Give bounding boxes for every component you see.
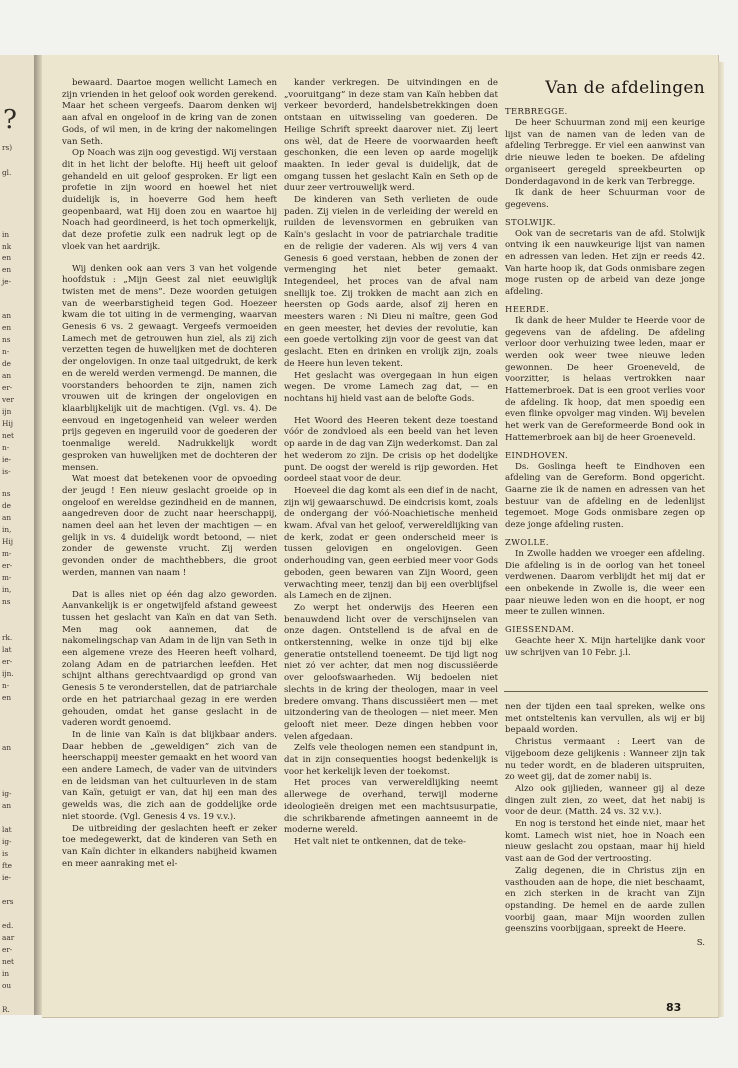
strip-text-fragment: nk — [2, 242, 12, 251]
paragraph: Wij denken ook aan vers 3 van het volgende hoofdstuk : „Mijn Geest zal niet eeuwiglijk twisten met de mens”. Deze woorden getuigen van de weerbarstigheid tegen God. Hoezeer kwam die tot uiting in de vermenging, waarvan Genesis 6 vs. 2 gewaagt. Vergeefs vermoeiden Lamech met de getrouwen hun ziel, als zij zich verzetten tegen de huwelijken met de dochteren der ongelovigen. In onze taal uitgedrukt, de kerk en de wereld werden vermengd. De mannen, die voorstanders behoorden te zijn, namen zich vrouwen uit de kringen der ongelovigen en klaarblijkelijk uit de machtigen. (Vgl. vs. 4). De eenvoud en ingetogenheid van weleer werden prijs gegeven en ingeruild voor de goederen der toenmalige wereld. Nadrukkelijk wordt gesproken van huwelijken met de dochteren der mensen. — [62, 263, 277, 473]
strip-text-fragment: en — [2, 253, 12, 262]
strip-text-fragment: en — [2, 265, 12, 274]
page-number: 83 — [666, 1001, 682, 1014]
paragraph: Ik dank de heer Mulder te Heerde voor de gegevens van de afdeling. De afdeling verloor door verhuizing twee leden, maar er werden ook weer twee nieuwe leden gewonnen. De heer Groeneveld, de voorzitter, is helaas vertrokken naar Hattemerbroek. Dat is een groot verlies voor de afdeling. Ik hoop, dat men spoedig een even flinke opvolger mag vinden. Wij bevelen het werk van de Gereformeerde Bond ook in Hattemerbroek aan bij de heer Groeneveld. — [505, 315, 705, 443]
strip-text-fragment: ns — [2, 597, 11, 606]
strip-text-fragment: ns — [2, 489, 11, 498]
paragraph: Ook van de secretaris van de afd. Stolwijk ontving ik een nauwkeurige lijst van namen en adressen van leden. Het zijn er reeds 42. Van harte hoop ik, dat Gods onmisbare zegen moge rusten op de arbeid van deze jonge afdeling. — [505, 228, 705, 298]
strip-text-fragment: an — [2, 371, 12, 380]
paragraph: De kinderen van Seth verlieten de oude paden. Zij vielen in de verleiding der wereld en ruilden de levensvormen en gebruiken van Kaïn's geslacht in voor de patriarchale traditie en de religie der vaderen. Als wij vers 4 van Genesis 6 goed verstaan, hebben de zonen der vermenging het niet beter gemaakt. Integendeel, het proces van de afval nam snellijk toe. Zij trokken de macht aan zich en heersten op Gods aarde, alsof zij heren en meesters waren : Ni Dieu ni maître, geen God en geen meester, het devies der revolutie, kan een goede vertolking zijn voor de geest van dat geslacht. Eten en drinken en vrolijk zijn, zoals de Heere hun leven tekent. — [284, 195, 498, 369]
afdeling-heading: GIESSENDAM. — [505, 624, 575, 635]
signature: S. — [696, 938, 705, 949]
paragraph: Op Noach was zijn oog gevestigd. Wij verstaan dit in het licht der belofte. Hij heeft uit geloof gehandeld en uit geloof gesproken. Er ligt een profetie in zijn woord en hoewel het niet duidelijk is, in hoeverre God hem heeft geopenbaard, wat Hij doen zou en waartoe hij Noach had geordineerd, is het toch opmerkelijk, dat deze profetie zulk een nadruk legt op de vloek van het aardrijk. — [62, 148, 277, 252]
paragraph: In de linie van Kaïn is dat blijkbaar anders. Daar hebben de „geweldigen” zich van de heerschappij meester gemaakt en het woord van een andere Lamech, de vader van de uitvinders en de leidsman van het cultuurleven in de stam van Kaïn, getuigt er van, dat hij een man des gewelds was, die zich aan de goddelijke orde niet stoorde. (Vgl. Genesis 4 vs. 19 v.v.). — [62, 729, 277, 822]
strip-text-fragment: er- — [2, 561, 13, 570]
paragraph: Geachte heer X. Mijn hartelijke dank voor uw schrijven van 10 Febr. j.l. — [505, 636, 705, 658]
strip-text-fragment: en — [2, 693, 12, 702]
adjacent-page-strip — [0, 55, 35, 1015]
paragraph: Het proces van verwereldlijking neemt allerwege de overhand, terwijl moderne ideologieën dreigen met een machtsusurpatie, die schrikbarende afmetingen aanneemt in de moderne wereld. — [284, 778, 498, 836]
paragraph: En nog is terstond het einde niet, maar het komt. Lamech wist niet, hoe in Noach een nieuw geslacht zou opstaan, maar hij hield vast aan de God der vertroosting. — [505, 819, 705, 865]
strip-text-fragment: rs) — [2, 143, 13, 152]
strip-text-fragment: en — [2, 323, 12, 332]
column-2 — [284, 78, 498, 849]
strip-text-fragment: ns — [2, 335, 11, 344]
magazine-page — [42, 55, 719, 1018]
strip-text-fragment: in — [2, 230, 10, 239]
paragraph: Het valt niet te ontkennen, dat de teke- — [294, 837, 466, 847]
strip-text-fragment: ijn — [2, 407, 12, 416]
paragraph: In Zwolle hadden we vroeger een afdeling. Die afdeling is in de oorlog van het toneel verdwenen. Daarom verblijdt het mij dat er een onbekende in Zwolle is, die weer een paar nieuwe leden won en die hoopt, er nog meer te zullen winnen. — [505, 548, 705, 618]
strip-text-fragment: net — [2, 431, 14, 440]
strip-text-fragment: n- — [2, 347, 10, 356]
strip-text-fragment: R. — [2, 1005, 10, 1014]
paragraph: De heer Schuurman zond mij een keurige lijst van de namen van de leden van de afdeling Terbregge. Er viel een aanwinst van drie nieuwe leden te boeken. De afdeling organiseert geregeld spreekbeurten op Donderdagavond in de kerk van Terbregge. — [505, 118, 705, 187]
strip-text-fragment: de — [2, 501, 11, 510]
paragraph: bewaard. Daartoe mogen wellicht Lamech en zijn vrienden in het geloof ook worden gerekend. Maar het scheen vergeefs. Daarom denken wij aan afval en ongeloof in de kring van de zonen Gods, of wil men, in de kring der nakomelingen van Seth. — [62, 78, 277, 147]
strip-text-fragment: rk. — [2, 633, 13, 642]
paragraph: Dat is alles niet op één dag alzo geworden. Aanvankelijk is er ongetwijfeld afstand geweest tussen het geslacht van Kaïn en dat van Seth. Men mag ook aannemen, dat de nakomelingschap van Adam in de lijn van Seth in een algemene vreze des Heeren heeft volhard, zolang Adam en de patriarchen leefden. Het schijnt althans gerechtvaardigd op grond van Genesis 5 te veronderstellen, dat de patriarchale orde en het patriarchaal gezag in ere werden gehouden, omdat het ganse geslacht in de vaderen wordt genoemd. — [62, 589, 277, 729]
paragraph: De uitbreiding der geslachten heeft er zeker toe medegewerkt, dat de kinderen van Seth en van Kaïn dichter in elkanders nabijheid kwamen en meer aanraking met el- — [62, 823, 277, 869]
strip-text-fragment: ers — [2, 897, 14, 906]
paragraph: Zo werpt het onderwijs des Heeren een benauwdend licht over de verschijnselen van onze dagen. Ontstellend is de afval en de ontkerstenning, welke in onze tijd bij elke generatie ontstellend toeneemt. De tijd ligt nog niet zó ver achter, dat men nog discussiëerde over geloofswaarheden. Wij bedoelen niet slechts in de kring der theologen, maar in veel bredere omvang. Thans discussiëert men — met uitzondering van de theologen — niet meer. Men gelooft niet meer. Deze dingen hebben voor velen afgedaan. — [284, 602, 498, 742]
afdeling-heading: ZWOLLE. — [505, 536, 549, 547]
afdeling-heading: STOLWIJK. — [505, 216, 556, 227]
column-3-continuation — [505, 702, 705, 950]
afdelingen-list — [505, 106, 705, 659]
strip-text-fragment: an — [2, 513, 12, 522]
column-divider-rule — [504, 691, 708, 692]
page-edge — [718, 62, 724, 1017]
paragraph: nen der tijden een taal spreken, welke ons met ontsteltenis kan vervullen, als wij er bij bepaald worden. — [505, 702, 705, 736]
continuation-body — [505, 702, 705, 936]
column-1 — [62, 78, 277, 870]
paragraph: Het geslacht was overgegaan in hun eigen wegen. De vrome Lamech zag dat, — en nochtans hij hield vast aan de belofte Gods. — [284, 370, 498, 404]
strip-text-fragment: ver — [2, 395, 14, 404]
afdeling-heading: TERBREGGE. — [505, 106, 568, 116]
strip-text-fragment: gl. — [2, 168, 12, 177]
strip-text-fragment: m- — [2, 549, 12, 558]
paragraph: Zalig degenen, die in Christus zijn en vasthouden aan de hope, die niet beschaamt, en zich sterken in de kracht van Zijn opstanding. De hemel en de aarde zullen voorbij gaan, maar Mijn woorden zullen geenszins voorbijgaan, spreekt de Heere. — [505, 865, 705, 935]
strip-text-fragment: lat — [2, 825, 12, 834]
strip-text-fragment: ie- — [2, 455, 12, 464]
paragraph: Zelfs vele theologen nemen een standpunt in, dat in zijn consequenties hoogst bedenkelijk is voor het kerkelijk leven der toekomst. — [284, 743, 498, 777]
strip-text-fragment: is- — [2, 467, 11, 476]
strip-text-fragment: m- — [2, 573, 12, 582]
strip-text-fragment: er- — [2, 657, 13, 666]
strip-text-fragment: ig- — [2, 789, 12, 798]
strip-text-fragment: in, — [2, 525, 12, 534]
afdeling-heading: HEERDE. — [505, 303, 550, 314]
strip-text-fragment: de — [2, 359, 11, 368]
paragraph: Het Woord des Heeren tekent deze toestand vóór de zondvloed als een beeld van het leven op aarde in de dag van Zijn wederkomst. Dan zal het wederom zo zijn. De crisis op het dodelijke punt. De oogst der wereld is rijp geworden. Het oordeel staat voor de deur. — [284, 415, 498, 485]
strip-text-fragment: aar — [2, 933, 15, 942]
strip-text-fragment: net — [2, 957, 14, 966]
strip-text-fragment: ie- — [2, 873, 12, 882]
book-gutter — [34, 55, 42, 1015]
strip-text-fragment: an — [2, 311, 12, 320]
strip-text-fragment: in — [2, 969, 10, 978]
strip-text-fragment: ijn. — [2, 669, 14, 678]
strip-text-fragment: ou — [2, 981, 12, 990]
strip-text-fragment: ed. — [2, 921, 14, 930]
strip-text-fragment: Hij — [2, 537, 13, 546]
section-title: Van de afdelingen — [545, 78, 705, 98]
paragraph: Alzo ook gijlieden, wanneer gij al deze dingen zult zien, zo weet, dat het nabij is voor de deur. (Matth. 24 vs. 32 v.v.). — [505, 783, 705, 818]
strip-text-fragment: n- — [2, 443, 10, 452]
strip-text-fragment: er- — [2, 383, 13, 392]
strip-text-fragment: an — [2, 743, 12, 752]
paragraph: Wat moest dat betekenen voor de opvoeding der jeugd ! Een nieuw geslacht groeide op in ongeloof en wereldse gezindheid en de mannen, aangedreven door de zucht naar heerschappij, namen deel aan het leven der machtigen — en gelijk in vs. 4 duidelijk wordt betoond, — niet zonder de gewenste vrucht. Zij werden gevonden onder de machthebbers, die groot werden, mannen van naam ! — [62, 474, 277, 578]
paragraph: Ds. Goslinga heeft te Eindhoven een afdeling van de Gereform. Bond opgericht. Gaarne zie ik de namen en adressen van het bestuur van de afdeling en de ledenlijst tegemoet. Moge Gods onmisbare zegen op deze jonge afdeling rusten. — [505, 461, 705, 531]
strip-text-fragment: ? — [3, 105, 17, 135]
strip-text-fragment: in, — [2, 585, 12, 594]
strip-text-fragment: je- — [2, 277, 12, 286]
paragraph: Christus vermaant : Leert van de vijgeboom deze gelijkenis : Wanneer zijn tak nu teder wordt, en de bladeren uitspruiten, zo weet gij, dat de zomer nabij is. — [505, 737, 705, 783]
strip-text-fragment: Hij — [2, 419, 13, 428]
paragraph: Hoeveel die dag komt als een dief in de nacht, zijn wij gewaarschuwd. De eindcrisis komt, zoals de ondergang der vóó-Noachietische menheid kwam. Afval van het geloof, verwereldlijking van de kerk, zodat er geen onderscheid meer is tussen gelovigen en ongelovigen. Geen onderhouding van, geen eerbied meer voor Gods geboden, geen bewaren van Zijn Woord, geen verwachting meer, tenzij dan bij een overblijfsel als Lamech en de zijnen. — [284, 485, 498, 602]
strip-text-fragment: fte — [2, 861, 12, 870]
paragraph: Ik dank de heer Schuurman voor de gegevens. — [505, 188, 705, 210]
strip-text-fragment: an — [2, 801, 12, 810]
strip-text-fragment: er- — [2, 945, 13, 954]
paragraph: kander verkregen. De uitvindingen en de „vooruitgang” in deze stam van Kaïn hebben dat verkeer bevorderd, handelsbetrekkingen doen ontstaan en uitwisseling van goederen. De Heilige Schrift spreekt daarover niet. Zij leert ons wèl, dat de Heere de voorwaarden heeft geschonken, die een leven op aarde mogelijk maakten. In ieder geval is duidelijk, dat de omgang tussen het geslacht Kaïn en Seth op de duur zeer vertrouwelijk werd. — [284, 78, 498, 194]
afdeling-heading: EINDHOVEN. — [505, 449, 569, 460]
column-3-afdelingen — [505, 78, 705, 659]
strip-text-fragment: lat — [2, 645, 12, 654]
strip-text-fragment: is — [2, 849, 9, 858]
strip-text-fragment: ig- — [2, 837, 12, 846]
strip-text-fragment: n- — [2, 681, 10, 690]
